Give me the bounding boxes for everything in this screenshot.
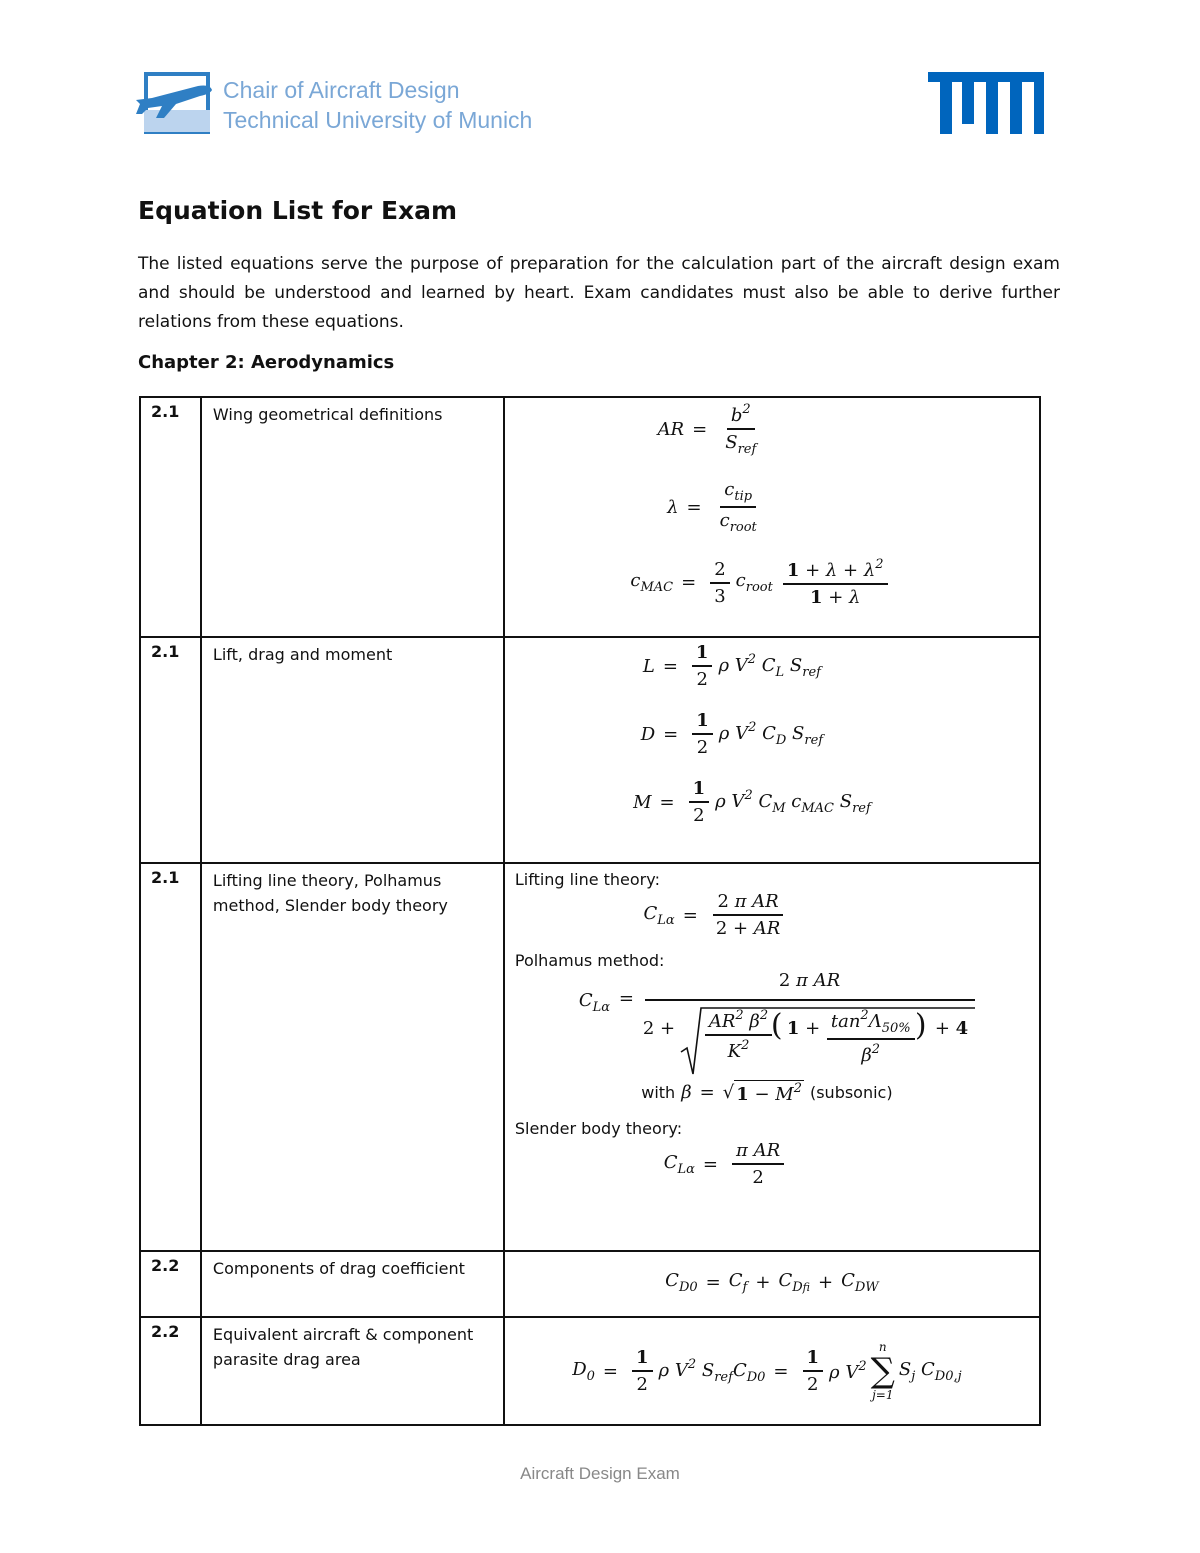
document-title: Equation List for Exam — [138, 196, 458, 225]
row-description: Components of drag coefficient — [201, 1251, 504, 1317]
beta-definition: with β = √ $1 - M^2$ (subsonic) — [641, 1081, 893, 1105]
table-row — [140, 1251, 1040, 1317]
row-description: Lifting line theory, Polhamus method, Slender body theory — [201, 863, 504, 1251]
drag-equation: D = $\frac{1}{2}$ ρ $V^2$ $C_D$ $S_{ref}$ — [640, 710, 824, 758]
lifting-line-label: Lifting line theory: — [514, 870, 660, 889]
polhamus-equation: $C_{L\alpha}$ = 2 π AR 2 + $\frac{AR^2 \beta^2}{K^2}$ ( 1 + $\frac{\tan^2\Lambda_{50\%}}{\beta^2}$ ) + 4 — [515, 974, 1039, 1070]
aspect-ratio-equation: AR = $\frac{b^2}{S_{ref}}$ — [657, 402, 757, 457]
equation-table — [139, 396, 1041, 1426]
moment-equation: M = $\frac{1}{2}$ ρ $V^2$ $C_M$ $c_{MAC}$ $S_{ref}$ — [633, 778, 871, 826]
row-number: 2.1 — [140, 637, 201, 863]
drag-components-equation: $C_{D0}$ = $C_f$ + $C_{Dfi}$ + $C_{DW}$ — [665, 1270, 879, 1295]
row-description: Lift, drag and moment — [201, 637, 504, 863]
chair-name: Chair of Aircraft Design — [223, 77, 460, 103]
equation-cell — [504, 1317, 1040, 1425]
slender-body-equation: $C_{L\alpha}$ = $\frac{\text{π AR}}{2}$ — [415, 1140, 1039, 1188]
table-row — [140, 1317, 1040, 1425]
taper-ratio-equation: λ = $\frac{c_{tip}}{c_{root}}$ — [667, 479, 757, 535]
row-number: 2.2 — [140, 1251, 201, 1317]
intro-paragraph: The listed equations serve the purpose of preparation for the calculation part of the aircraft design exam and should be understood and learned by heart. Exam candidates must also be able to derive further relations from these equations. — [138, 254, 1060, 332]
equation-cell — [504, 863, 1040, 1251]
parasite-drag-equation: $D_0$ = $\frac{1}{2}$ ρ $V^2$ $S_{ref}C_{D0}$ = $\frac{1}{2}$ ρ $V^2$ n ∑ j=1 $S_j$ $C_{D0,j}$ — [572, 1340, 962, 1402]
table-row — [140, 637, 1040, 863]
table-row — [140, 863, 1040, 1251]
page-footer: Aircraft Design Exam — [520, 1464, 680, 1483]
university-name: Technical University of Munich — [223, 107, 533, 133]
row-description: Wing geometrical definitions — [201, 397, 504, 637]
page-header — [134, 70, 1054, 140]
equation-cell — [504, 637, 1040, 863]
tum-logo-icon — [928, 72, 1044, 134]
aircraft-logo-icon — [134, 72, 214, 134]
equation-cell — [504, 397, 1040, 637]
mac-equation: $c_{MAC}$ = $\frac{2}{3}$ $c_{root}$ $\frac{1 + \lambda + \lambda^2}{1 + \lambda}$ — [485, 557, 1039, 608]
chapter-heading: Chapter 2: Aerodynamics — [138, 352, 395, 373]
polhamus-label: Polhamus method: — [514, 951, 665, 970]
equation-cell — [504, 1251, 1040, 1317]
lift-equation: L = $\frac{1}{2}$ ρ $V^2$ $C_L$ $S_{ref}$ — [642, 642, 821, 690]
lifting-line-equation: $C_{L\alpha}$ = $\frac{\text{2 π AR}}{2 + AR}$ — [395, 891, 1039, 939]
row-number: 2.2 — [140, 1317, 201, 1425]
slender-body-label: Slender body theory: — [514, 1119, 683, 1138]
row-number: 2.1 — [140, 397, 201, 637]
row-description: Equivalent aircraft & component parasite drag area — [201, 1317, 504, 1425]
row-number: 2.1 — [140, 863, 201, 1251]
table-row — [140, 397, 1040, 637]
